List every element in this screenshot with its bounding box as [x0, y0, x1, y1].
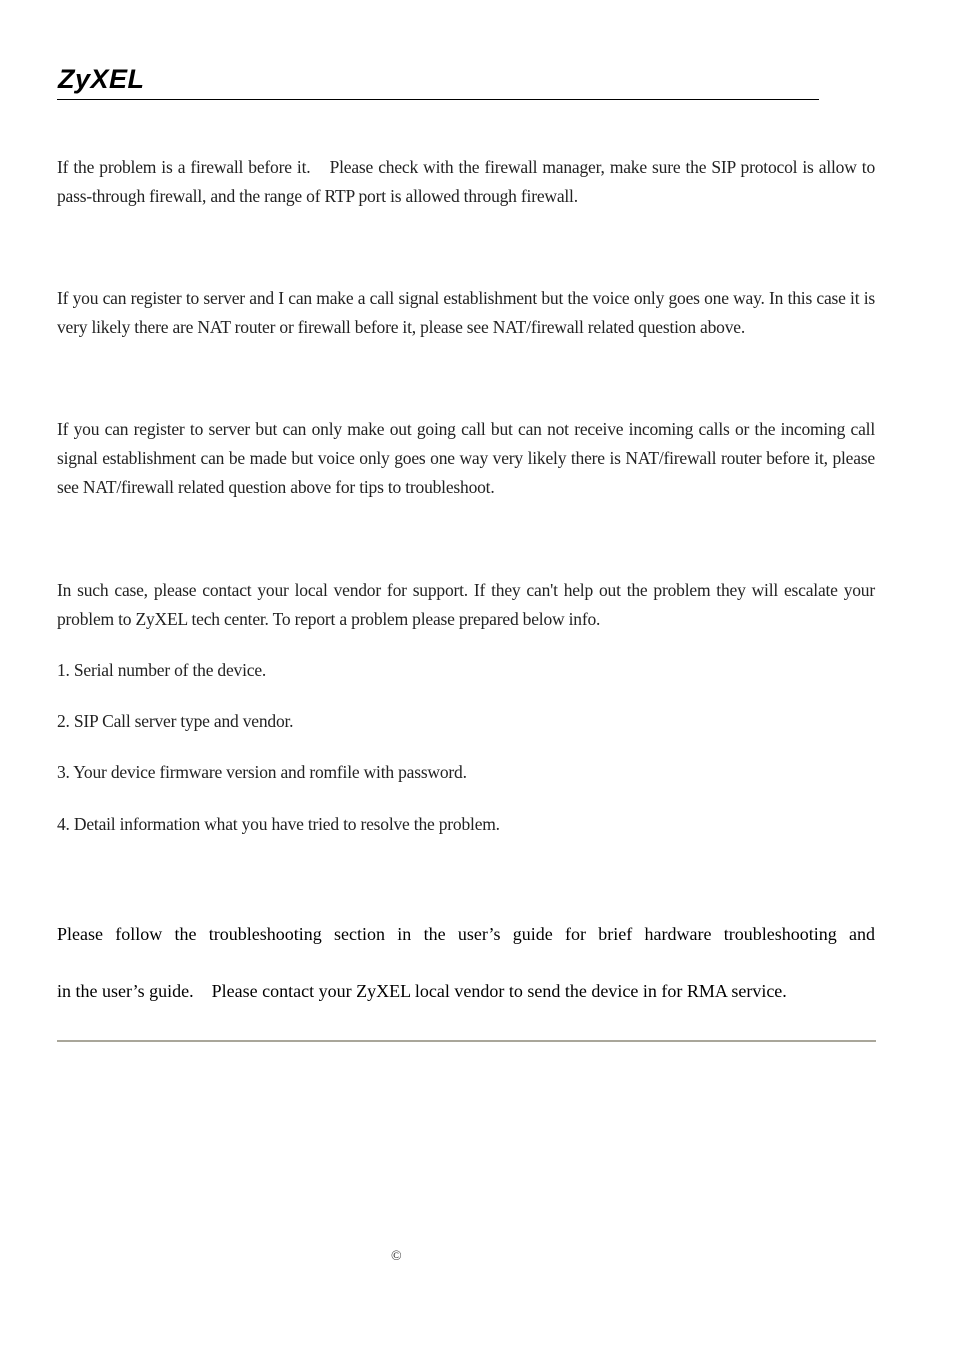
- zyxel-logo: ZyXEL: [58, 64, 145, 94]
- list-item: 3. Your device firmware version and romfile with password.: [57, 762, 467, 782]
- paragraph-firewall: If the problem is a firewall before it. Please check with the firewall manager, make sure the SIP protocol is allow to pass-through firewall, and the range of RTP port is allowed through firewall.: [57, 157, 875, 206]
- paragraph-incoming-calls: If you can register to server but can only make out going call but can not receive incoming calls or the incoming call signal establishment can be made but voice only goes one way very likely there is NAT/firewall router before it, please see NAT/firewall related question above for tips to troubleshoot.: [57, 419, 875, 497]
- list-item: 1. Serial number of the device.: [57, 660, 267, 680]
- paragraph-hardware-line2: in the user’s guide. Please contact your ZyXEL local vendor to send the device in for RMA service.: [57, 981, 787, 1001]
- list-item: 4. Detail information what you have tried to resolve the problem.: [57, 814, 500, 834]
- footer-divider: [57, 1040, 876, 1042]
- copyright-symbol: ©: [391, 1249, 402, 1264]
- paragraph-contact-vendor: In such case, please contact your local vendor for support. If they can't help out the problem they will escalate your problem to ZyXEL tech center. To report a problem please prepared below info.: [57, 580, 875, 629]
- paragraph-hardware-line1: Please follow the troubleshooting section in the user’s guide for brief hardware troubleshooting and: [57, 924, 875, 944]
- list-item: 2. SIP Call server type and vendor.: [57, 711, 294, 731]
- header-divider: [57, 99, 819, 100]
- paragraph-one-way-voice: If you can register to server and I can make a call signal establishment but the voice only goes one way. In this case it is very likely there are NAT router or firewall before it, please see NAT/firewall related question above.: [57, 288, 875, 337]
